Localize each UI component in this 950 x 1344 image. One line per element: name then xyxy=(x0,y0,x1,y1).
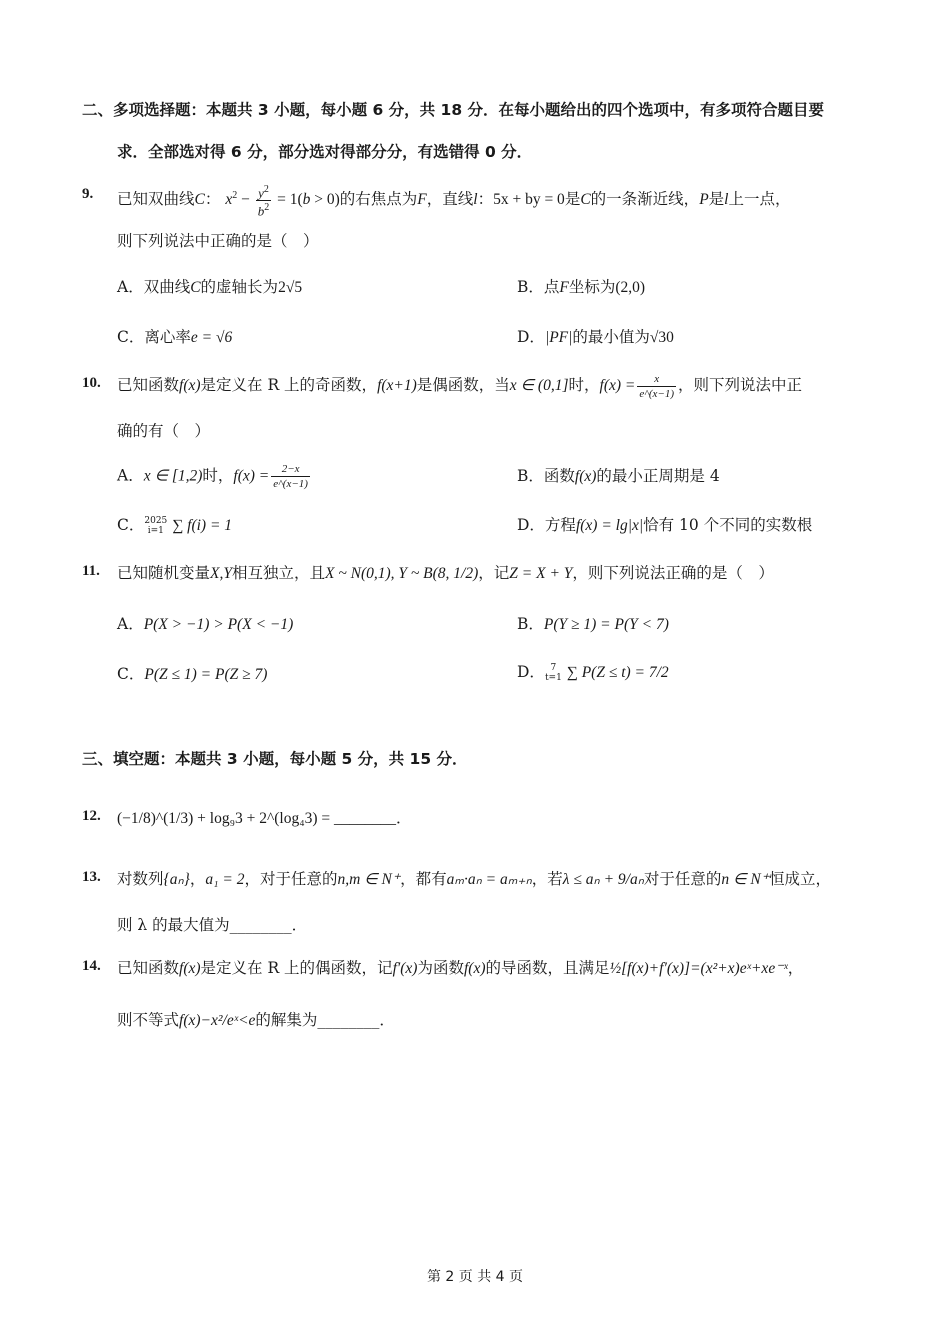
q14-text2: 是定义在 R 上的偶函数，记 xyxy=(200,959,393,977)
q10-text3: 是偶函数，当 xyxy=(416,376,510,394)
q10-text5: ，则下列说法中正 xyxy=(678,376,803,394)
q10-option-b[interactable] xyxy=(517,464,720,486)
q9-c-value: e = √6 xyxy=(190,329,233,346)
question-11-stem xyxy=(117,553,774,593)
q13-text3: ，对于任意的 xyxy=(244,870,338,888)
q10-c-bot: i=1 xyxy=(147,526,164,536)
q9-d-value: √30 xyxy=(649,329,674,346)
q14-line2-pre: 则不等式 xyxy=(117,1011,180,1029)
question-9-stem xyxy=(117,176,791,219)
q10-text2: 是定义在 R 上的奇函数， xyxy=(200,376,378,394)
q13-rel: aₘ·aₙ = aₘ₊ₙ xyxy=(446,871,532,888)
question-13-stem xyxy=(117,859,831,899)
q11-d-label: D． xyxy=(517,663,545,681)
q10-option-c[interactable] xyxy=(117,513,232,536)
q9-a-curve: C xyxy=(190,279,201,296)
q9-curve-name: C xyxy=(194,191,205,209)
q14-cond: ½[f(x)+f′(x)]=(x²+x)eˣ+xe⁻ˣ xyxy=(609,960,788,977)
q9-hyperbola-equation: $x^2$ − $\frac{y^2}{b^2}$ = 1(b > 0) xyxy=(225,183,340,219)
q10-text4: 时， xyxy=(568,376,600,394)
q10-frac-num: x xyxy=(637,372,676,387)
question-14-stem-cont xyxy=(117,1004,395,1036)
q9-d-label: D． xyxy=(517,328,545,346)
q9-d-text: 的最小值为 xyxy=(572,328,650,346)
q13-nm: n,m ∈ N⁺ xyxy=(337,871,401,888)
q10-d-expr: f(x) = lg|x| xyxy=(575,517,644,534)
q11-b-label: B． xyxy=(517,615,544,633)
question-14-number: 14. xyxy=(82,958,101,974)
q9-c-label: C．离心率 xyxy=(117,328,191,346)
q13-text7: 恒成立， xyxy=(768,870,831,888)
q10-cond: x ∈ (0,1] xyxy=(509,377,569,394)
q10-b-text: 的最小正周期是 4 xyxy=(596,467,720,485)
q10-text1: 已知函数 xyxy=(117,376,180,394)
q11-d-bot: t=1 xyxy=(544,673,562,683)
q9-colon: ： xyxy=(204,190,221,209)
q14-text4: 的导函数，且满足 xyxy=(485,959,610,977)
q14-line2-post: 的解集为________． xyxy=(255,1011,395,1029)
q9-option-d[interactable] xyxy=(517,325,674,347)
q13-text5: ，若 xyxy=(531,870,563,888)
q13-text4: ，都有 xyxy=(400,870,447,888)
q9-b-value: (2,0) xyxy=(615,279,646,296)
q9-asym: 是 xyxy=(564,190,581,209)
q11-d-top: 7 xyxy=(550,663,557,673)
q10-b-f: f(x) xyxy=(574,468,597,485)
question-10-stem xyxy=(117,365,802,405)
q11-d-expr: ∑ P(Z ≤ t) = 7/2 xyxy=(566,664,669,681)
q9-on: 是 xyxy=(708,190,725,209)
question-10-stem-cont: 确的有（ ） xyxy=(117,422,211,440)
q10-c-top: 2025 xyxy=(144,516,168,526)
q10-fraction xyxy=(637,372,676,401)
q10-a-fraction xyxy=(271,462,310,491)
q9-line-name: l xyxy=(473,191,478,209)
q10-a-den: e^(x−1) xyxy=(273,478,308,490)
question-13-number: 13. xyxy=(82,869,101,885)
q10-fdef: f(x) = xyxy=(599,377,636,394)
q9-d-abs: |PF| xyxy=(544,329,573,346)
q9-b-label: B．点 xyxy=(517,278,560,296)
q10-frac-den: e^(x−1) xyxy=(639,387,675,400)
q9-on-text: 上一点， xyxy=(728,190,791,209)
q11-a-expr: P(X > −1) > P(X < −1) xyxy=(143,616,294,633)
q11-text4: ，则下列说法正确的是（ ） xyxy=(572,564,774,582)
q10-a-label: A． xyxy=(117,466,144,485)
q9-b-text: 坐标为 xyxy=(568,278,616,296)
q9-a-value: 2√5 xyxy=(278,279,303,296)
q11-c-label: C． xyxy=(117,665,145,683)
q10-fx1: f(x+1) xyxy=(377,377,417,394)
q11-option-d[interactable] xyxy=(517,660,669,683)
q10-option-d[interactable] xyxy=(517,513,812,535)
q11-a-label: A． xyxy=(117,615,144,633)
q10-c-sum-limits xyxy=(144,516,167,536)
q9-a-text: 的虚轴长为 xyxy=(200,278,279,296)
q13-a1: a₁ = 2 xyxy=(205,871,245,888)
q11-vars: X,Y xyxy=(210,565,232,582)
question-10-number: 10. xyxy=(82,375,101,391)
question-12-expression: (−1/8)^(1/3) + log₉3 + 2^(log₄3) = ________． xyxy=(117,810,412,827)
question-14-stem xyxy=(117,948,803,988)
q13-text2: ， xyxy=(189,870,206,888)
q10-option-a[interactable] xyxy=(117,462,312,491)
q14-text3: 为函数 xyxy=(417,959,464,977)
q11-c-expr: P(Z ≤ 1) = P(Z ≥ 7) xyxy=(144,666,268,683)
q10-b-label: B．函数 xyxy=(517,467,575,485)
q9-option-c[interactable] xyxy=(117,325,232,347)
q10-d-label: D．方程 xyxy=(517,516,576,534)
question-9-stem-cont: 则下列说法中正确的是（ ） xyxy=(117,232,319,250)
q10-a-f: f(x) = xyxy=(233,467,270,485)
section-2-heading: 二、多项选择题：本题共 3 小题，每小题 6 分，共 18 分．在每小题给出的四个选项中，有多项符合题目要 xyxy=(82,101,825,119)
q14-comma: ， xyxy=(787,959,804,977)
section-2-heading-cont: 求．全部选对得 6 分，部分选对得部分分，有选错得 0 分． xyxy=(117,143,533,161)
q9-curve-ref: C xyxy=(580,191,591,209)
question-13-stem-cont: 则 λ 的最大值为________． xyxy=(117,916,308,934)
q11-def: Z = X + Y xyxy=(509,565,573,582)
q11-text3: ，记 xyxy=(478,564,510,582)
q9-b-focus: F xyxy=(559,279,569,296)
q13-seq: {aₙ} xyxy=(163,871,190,888)
q9-text: 已知双曲线 xyxy=(117,190,195,209)
q10-a-cond: x ∈ [1,2) xyxy=(143,467,203,485)
q11-d-sum-limits xyxy=(545,663,562,683)
section-3-heading: 三、填空题：本题共 3 小题，每小题 5 分，共 15 分． xyxy=(82,750,468,768)
q10-d-text: 恰有 10 个不同的实数根 xyxy=(643,516,813,534)
q9-asym-text: 的一条渐近线， xyxy=(590,190,700,209)
q9-line-ref: l xyxy=(724,191,729,209)
q13-text1: 对数列 xyxy=(117,870,164,888)
q11-text2: 相互独立，且 xyxy=(231,564,325,582)
q10-f: f(x) xyxy=(179,377,201,394)
q9-focus: F xyxy=(417,191,427,209)
question-9-number: 9. xyxy=(82,186,94,202)
q11-option-a[interactable] xyxy=(117,612,293,634)
q9-line-equation: ：5x + by = 0 xyxy=(477,191,565,209)
q14-f: f(x) xyxy=(179,960,201,977)
q14-f2: f(x) xyxy=(463,960,486,977)
q10-a-when: 时， xyxy=(202,466,234,485)
q11-b-expr: P(Y ≥ 1) = P(Y < 7) xyxy=(543,616,669,633)
q11-dist: X ~ N(0,1), Y ~ B(8, 1/2) xyxy=(325,565,479,582)
question-12-number: 12. xyxy=(82,808,101,824)
q9-line-text: ，直线 xyxy=(426,190,474,209)
q11-text1: 已知随机变量 xyxy=(117,564,211,582)
q9-point: P xyxy=(699,191,709,209)
q13-ineq: λ ≤ aₙ + 9/aₙ xyxy=(562,871,644,888)
q9-text-mid: 的右焦点为 xyxy=(339,190,418,209)
q14-text1: 已知函数 xyxy=(117,959,180,977)
q10-a-num: 2−x xyxy=(271,462,310,477)
page-footer: 第 2 页 共 4 页 xyxy=(426,1269,524,1285)
q9-option-a[interactable] xyxy=(117,275,302,297)
q13-text6: 对于任意的 xyxy=(643,870,722,888)
q14-ineq: f(x)−x²/eˣ<e xyxy=(179,1012,256,1029)
q11-option-c[interactable] xyxy=(117,662,267,684)
question-11-number: 11. xyxy=(82,563,100,579)
q10-c-expr: ∑ f(i) = 1 xyxy=(172,517,233,534)
q11-option-b[interactable] xyxy=(517,612,669,634)
q9-a-label: A．双曲线 xyxy=(117,278,191,296)
q10-c-label: C． xyxy=(117,516,145,534)
q9-option-b[interactable] xyxy=(517,275,645,297)
q14-fp: f′(x) xyxy=(392,960,418,977)
q13-nin: n ∈ N⁺ xyxy=(721,871,769,888)
